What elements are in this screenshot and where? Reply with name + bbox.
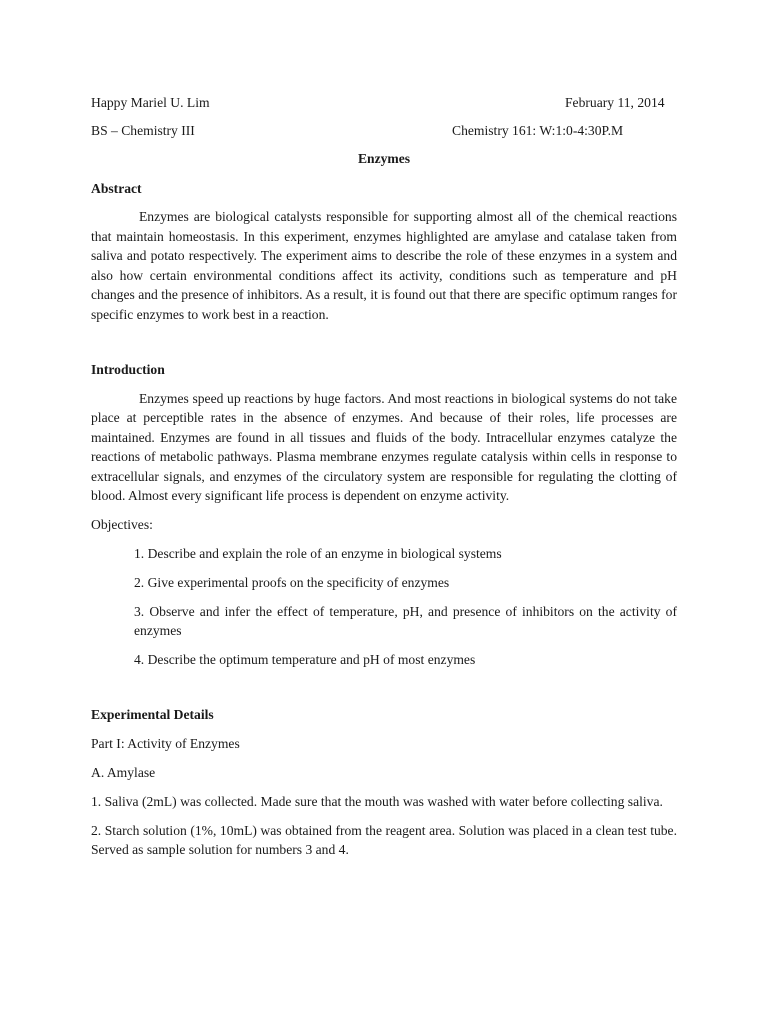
part-heading: Part I: Activity of Enzymes [91, 735, 240, 751]
objective-item-4: 4. Describe the optimum temperature and pH of most enzymes [134, 652, 476, 667]
document-title: Enzymes [357, 151, 411, 166]
objective-item-1: 1. Describe and explain the role of an enzyme in biological systems [134, 545, 502, 561]
course-info: Chemistry 161: W:1:0-4:30P.M [452, 123, 624, 138]
objective-item-2: 2. Give experimental proofs on the specificity of enzymes [134, 574, 450, 590]
objectives-label: Objectives: [91, 516, 153, 532]
abstract-text: Enzymes are biological catalysts responsible for supporting almost all of the chemical reactions that maintain homeostasis. In this experiment, enzymes highlighted are amylase and catalase taken from saliva and potato respectively. The experiment aims to describe the role of these enzymes in a system and also how certain environmental conditions affect its activity, conditions such as temperature and pH changes and the presence of inhibitors. As a result, it is found out that there are specific optimum ranges for specific enzymes to work best in a reaction. [91, 209, 677, 322]
header-row-1 [91, 93, 677, 113]
objective-item-3: 3. Observe and infer the effect of temperature, pH, and presence of inhibitors on the activity of enzymes [134, 603, 677, 638]
subpart-heading: A. Amylase [91, 764, 156, 780]
introduction-heading: Introduction [91, 362, 165, 377]
document-content [91, 93, 677, 869]
program-name: BS – Chemistry III [91, 123, 195, 138]
procedure-step-1: 1. Saliva (2mL) was collected. Made sure that the mouth was washed with water before collecting saliva. [91, 793, 663, 809]
experimental-heading: Experimental Details [91, 707, 214, 722]
procedure-step-2: 2. Starch solution (1%, 10mL) was obtained from the reagent area. Solution was placed in a clean test tube. Served as sample solution for numbers 3 and 4. [91, 822, 677, 857]
report-date: February 11, 2014 [565, 95, 665, 110]
introduction-text: Enzymes speed up reactions by huge factors. And most reactions in biological systems do not take place at perceptible rates in the absence of enzymes. And because of their roles, life processes are maintained. Enzymes are found in all tissues and fluids of the body. Intracellular enzymes catalyze the reactions of metabolic pathways. Plasma membrane enzymes regulate catalysis within cells in response to extracellular signals, and enzymes of the circulatory system are responsible for regulating the clotting of blood. Almost every significant life process is dependent on enzyme activity. [91, 390, 677, 503]
author-name: Happy Mariel U. Lim [91, 95, 210, 110]
abstract-heading: Abstract [91, 180, 142, 196]
header-row-2 [91, 121, 677, 141]
